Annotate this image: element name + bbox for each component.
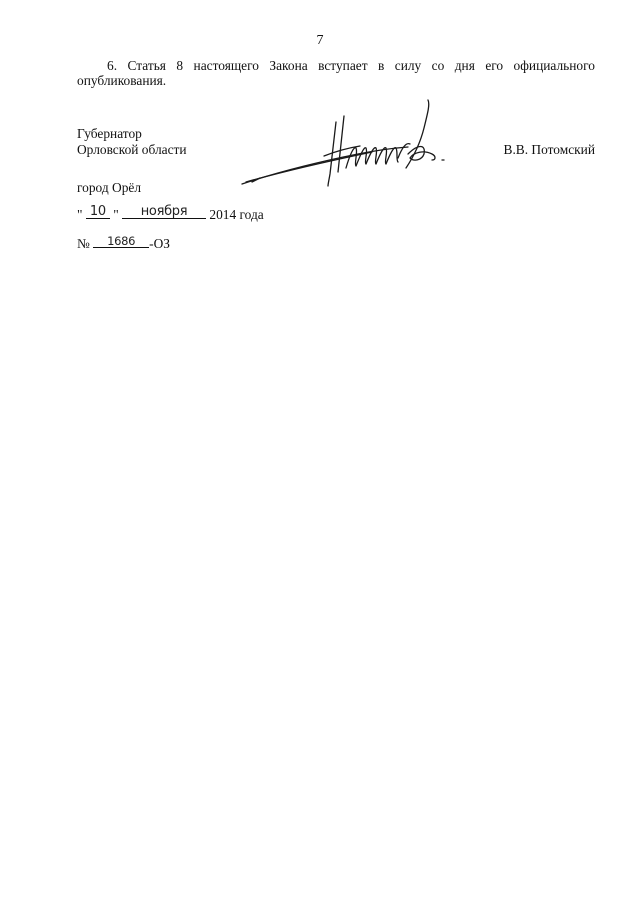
date-month-field <box>122 204 206 219</box>
paragraph-line-1: 6. Статья 8 настоящего Закона вступает в силу со дня его официального <box>107 58 595 73</box>
handwritten-signature <box>238 98 450 190</box>
signatory-title-line-1: Губернатор <box>77 126 142 141</box>
date-open-quote: " <box>77 207 83 222</box>
law-article-paragraph <box>77 58 595 88</box>
city: город Орёл <box>77 180 142 195</box>
page-number: 7 <box>316 33 324 48</box>
law-number-line <box>77 236 170 252</box>
date-month-handwritten: ноября <box>140 204 188 219</box>
date-year: 2014 года <box>209 207 264 222</box>
date-line <box>77 204 264 223</box>
signatory-name: В.В. Потомский <box>503 142 595 157</box>
signatory-title-line-2: Орловской области <box>77 142 187 157</box>
law-number-suffix: -ОЗ <box>149 236 170 251</box>
signatory-title <box>77 126 187 158</box>
date-day-field <box>86 204 110 219</box>
paragraph-line-2: опубликования. <box>77 73 167 88</box>
law-number-handwritten: 1686 <box>107 234 136 248</box>
law-number-prefix: № <box>77 236 90 251</box>
date-day-handwritten: 10 <box>89 204 106 219</box>
law-number-field <box>93 236 149 248</box>
date-close-quote: " <box>113 207 119 222</box>
